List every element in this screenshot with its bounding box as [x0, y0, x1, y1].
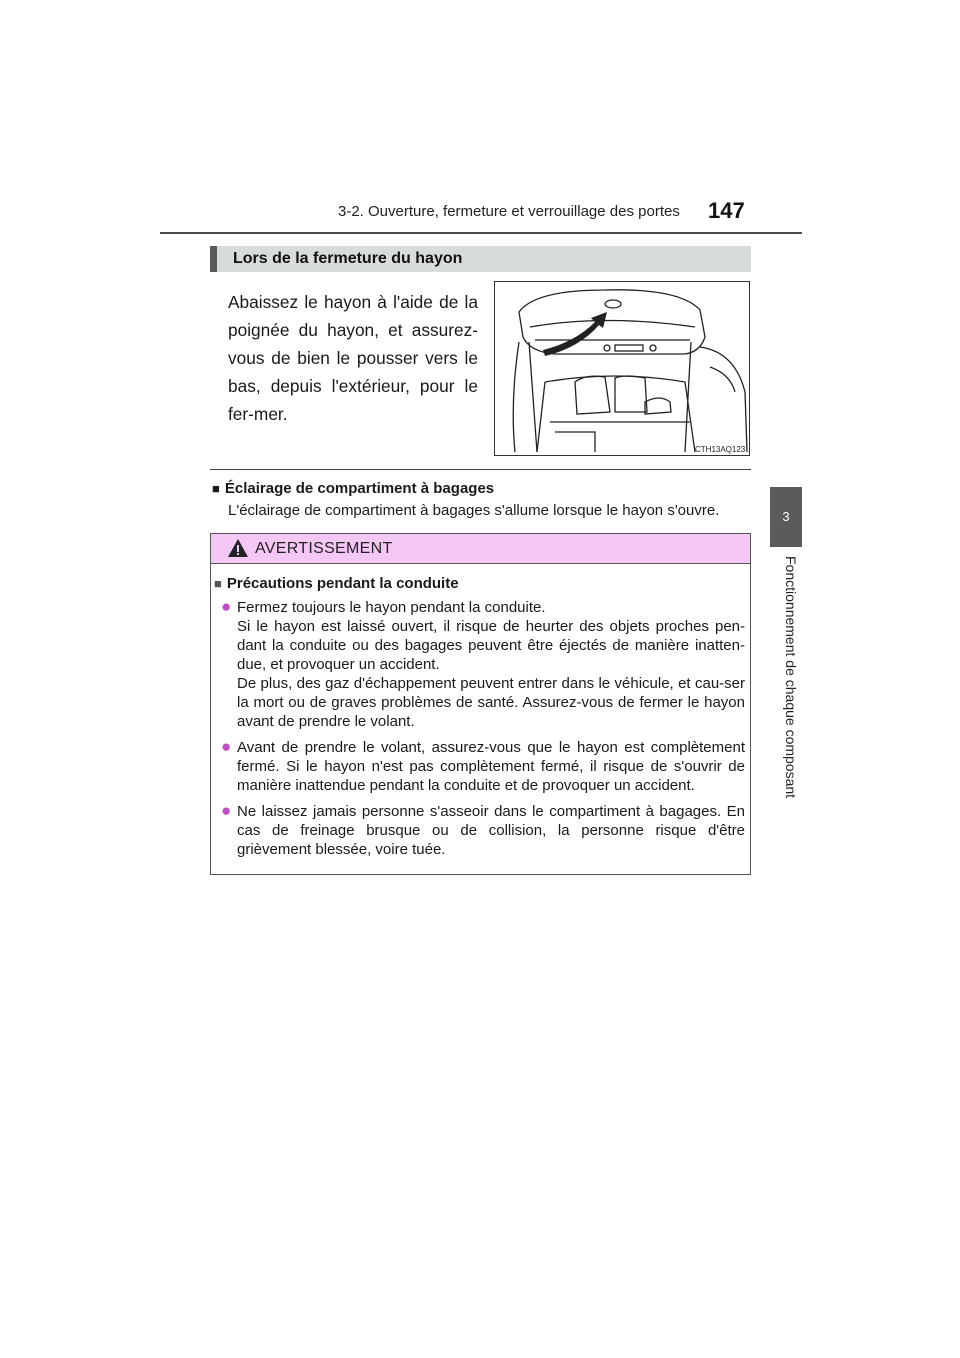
warning-triangle-icon — [227, 538, 249, 558]
tailgate-illustration — [494, 281, 750, 456]
section-title-bar — [210, 246, 751, 272]
square-bullet-icon: ■ — [214, 576, 222, 591]
section-header: 3-2. Ouverture, fermeture et verrouillage des portes — [338, 203, 680, 220]
circle-bullet-icon: ● — [221, 597, 232, 616]
warning-item — [221, 598, 745, 731]
section-separator — [210, 469, 751, 470]
subsection-title: Éclairage de compartiment à bagages — [224, 480, 495, 497]
circle-bullet-icon: ● — [221, 737, 232, 756]
square-bullet-icon: ■ — [212, 481, 220, 496]
warning-item — [221, 802, 745, 859]
warning-item-line: Ne laissez jamais personne s'asseoir dans le compartiment à bagages. En cas de freinage brusque ou de collision, la personne risque d'être grièvement blessée, voire tuée. — [237, 803, 745, 858]
warning-item — [221, 738, 745, 795]
intro-paragraph: Abaissez le hayon à l'aide de la poignée du hayon, et assurez-vous de bien le pousser vers le bas, depuis l'extérieur, pour le fer-mer. — [228, 292, 478, 424]
subsection-text: L'éclairage de compartiment à bagages s'allume lorsque le hayon s'ouvre. — [228, 502, 720, 519]
image-code: CTH13AQ123 — [695, 445, 746, 454]
warning-item-line: De plus, des gaz d'échappement peuvent entrer dans le véhicule, et cau-ser la mort ou de graves problèmes de santé. Assurez-vous de fermer le hayon avant de prendre le volant. — [237, 675, 745, 730]
warning-header — [211, 534, 750, 564]
warning-item-line: Avant de prendre le volant, assurez-vous que le hayon est complètement fermé. Si le hayon n'est pas complètement fermé, il risque de s'ouvrir de manière inattendue pendant la conduite et de provoquer un accident. — [237, 739, 745, 794]
chapter-tab-label: Fonctionnement de chaque composant — [783, 556, 799, 799]
subsection-heading — [212, 480, 494, 497]
warning-box — [210, 533, 751, 875]
warning-item-line: Si le hayon est laissé ouvert, il risque de heurter des objets proches pen-dant la conduite ou des bagages peuvent être éjectés de manière inatten-due, et provoquer un accident. — [237, 618, 745, 673]
warning-title: AVERTISSEMENT — [255, 540, 393, 557]
circle-bullet-icon: ● — [221, 801, 232, 820]
warning-subtitle-text: Précautions pendant la conduite — [226, 575, 459, 592]
header-rule — [160, 232, 802, 234]
warning-item-line: Fermez toujours le hayon pendant la conduite. — [237, 599, 546, 616]
page-number: 147 — [708, 198, 745, 223]
warning-subtitle — [214, 575, 459, 592]
section-title: Lors de la fermeture du hayon — [233, 250, 463, 267]
tailgate-drawing — [495, 282, 750, 456]
chapter-tab-number: 3 — [770, 487, 802, 547]
